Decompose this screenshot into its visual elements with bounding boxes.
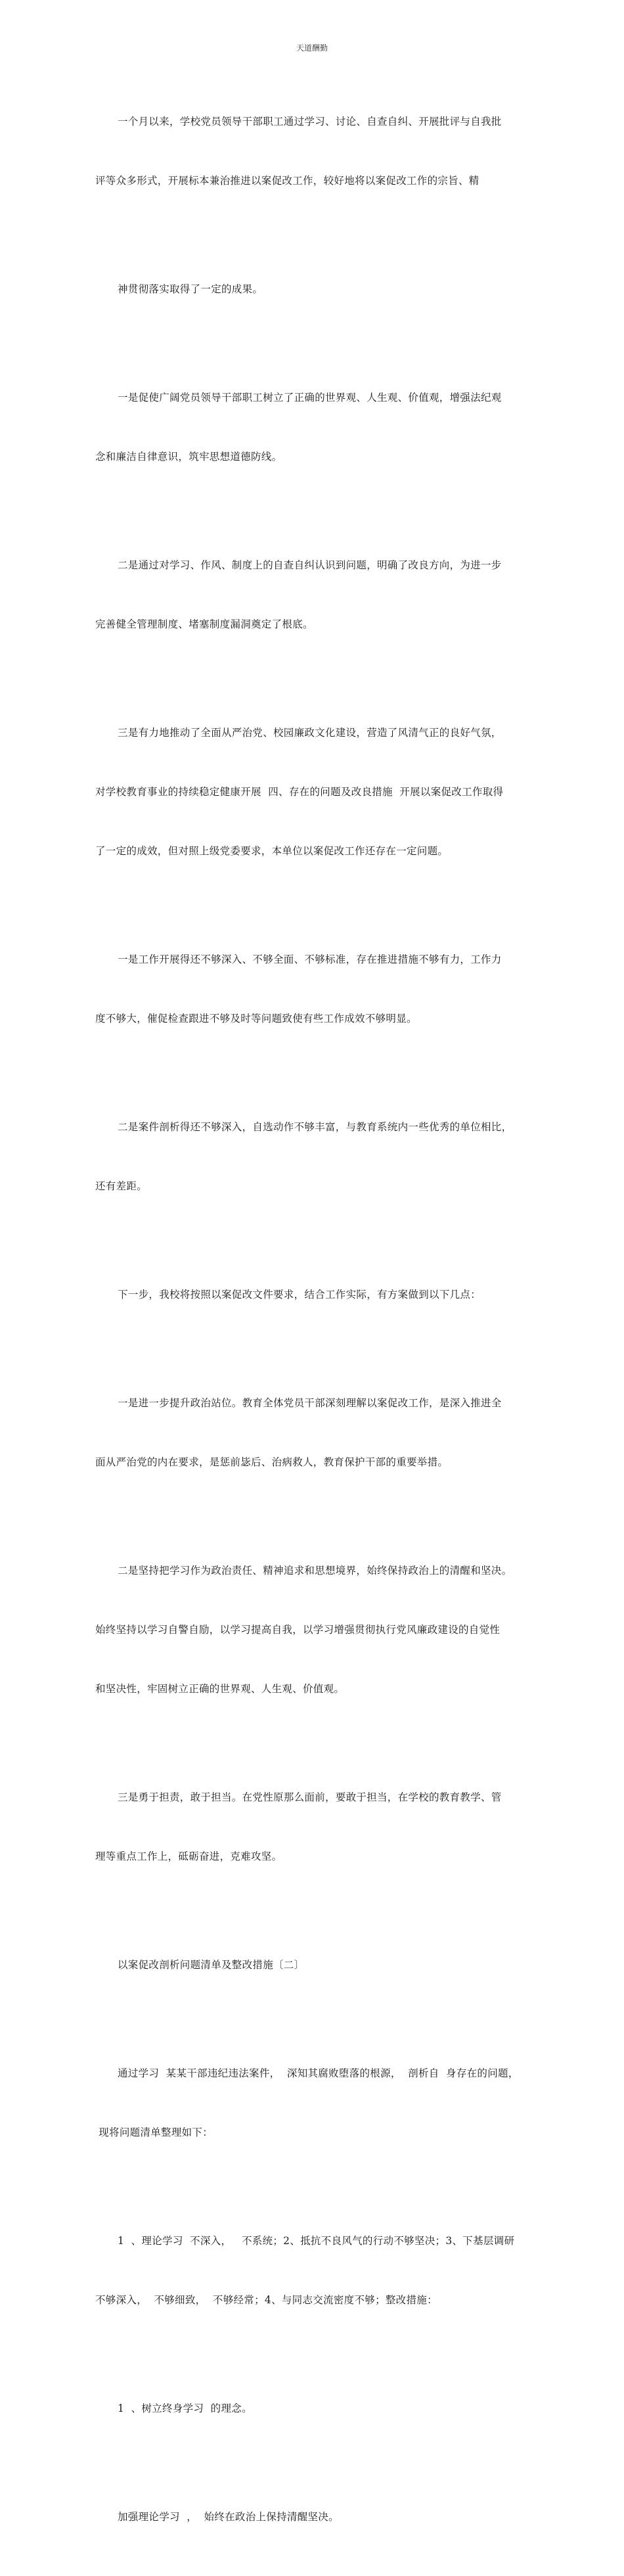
paragraph-line: 一个月以来，学校党员领导干部职工通过学习、讨论、自查自纠、开展批评与自我批 bbox=[118, 116, 502, 127]
paragraph-line: 下一步，我校将按照以案促改文件要求，结合工作实际，有方案做到以下几点： bbox=[118, 1289, 481, 1300]
paragraph-line: 现将问题清单整理如下： bbox=[95, 2127, 213, 2138]
paragraph-line: 还有差距。 bbox=[95, 1180, 148, 1192]
paragraph-line: 度不够大，催促检查跟进不够及时等问题致使有些工作成效不够明显。 bbox=[95, 1013, 417, 1024]
paragraph-line: 不够深入， 不够细致， 不够经常；4、与同志交流密度不够；整改措施： bbox=[95, 2294, 437, 2306]
paragraph-line: 始终坚持以学习自警自励，以学习提高自我，以学习增强贯彻执行党风廉政建设的自觉性 bbox=[95, 1624, 501, 1636]
paragraph-line: 神贯彻落实取得了一定的成果。 bbox=[118, 283, 263, 295]
paragraph-line: 一是促使广阔党员领导干部职工树立了正确的世界观、人生观、价值观，增强法纪观 bbox=[118, 392, 502, 403]
paragraph bbox=[95, 516, 532, 674]
paragraph-line: 二是坚持把学习作为政治责任、精神追求和思想境界，始终保持政治上的清醒和坚决。 bbox=[118, 1565, 512, 1576]
paragraph-line: 对学校教育事业的持续稳定健康开展 四、存在的问题及改良措施 开展以案促改工作取得 bbox=[95, 786, 504, 798]
paragraph-line: 和坚决性，牢固树立正确的世界观、人生观、价值观。 bbox=[95, 1683, 345, 1695]
document-body bbox=[95, 72, 532, 2576]
paragraph-line: 一是工作开展得还不够深入、不够全面、不够标准，存在推进措施不够有力，工作力 bbox=[118, 954, 502, 965]
paragraph bbox=[95, 240, 532, 338]
paragraph bbox=[95, 348, 532, 506]
section-heading bbox=[95, 1916, 532, 2014]
paragraph-line: 1 、理论学习 不深入， 不系统；2、抵抗不良风气的行动不够坚决；3、下基层调研 bbox=[118, 2235, 515, 2247]
paragraph-line: 1 、树立终身学习 的理念。 bbox=[118, 2403, 252, 2414]
page-header: 天道酬勤 bbox=[296, 43, 328, 53]
paragraph-line: 二是案件剖析得还不够深入，自选动作不够丰富，与教育系统内一些优秀的单位相比， bbox=[118, 1121, 512, 1133]
paragraph-line: 三是勇于担责，敢于担当。在党性原那么面前，要敢于担当，在学校的教育教学、管 bbox=[118, 1791, 502, 1803]
paragraph bbox=[95, 2024, 532, 2182]
paragraph-line: 一是进一步提升政治站位。教育全体党员干部深刻理解以案促改工作，是深入推进全 bbox=[118, 1397, 502, 1409]
paragraph-line: 评等众多形式，开展标本兼治推进以案促改工作，较好地将以案促改工作的宗旨、精 bbox=[95, 175, 479, 187]
paragraph bbox=[95, 1748, 532, 1906]
paragraph-line: 三是有力地推动了全面从严治党、校园廉政文化建设，营造了风清气正的良好气氛， bbox=[118, 727, 502, 739]
paragraph bbox=[95, 72, 532, 230]
paragraph bbox=[95, 2359, 532, 2458]
paragraph bbox=[95, 910, 532, 1068]
paragraph-line: 加强理论学习 ， 始终在政治上保持清醒坚决。 bbox=[118, 2511, 339, 2523]
paragraph bbox=[95, 2468, 532, 2566]
paragraph-line: 了一定的成效，但对照上级党委要求，本单位以案促改工作还存在一定问题。 bbox=[95, 845, 449, 857]
paragraph bbox=[95, 1078, 532, 1235]
paragraph bbox=[95, 2192, 532, 2349]
paragraph bbox=[95, 683, 532, 900]
paragraph-line: 二是通过对学习、作风、制度上的自查自纠认识到问题，明确了改良方向，为进一步 bbox=[118, 559, 502, 571]
paragraph bbox=[95, 1245, 532, 1344]
paragraph-line: 理等重点工作上，砥砺奋进，克难攻坚。 bbox=[95, 1851, 282, 1862]
paragraph bbox=[95, 1354, 532, 1511]
paragraph-line: 以案促改剖析问题清单及整改措施〔二〕 bbox=[118, 1959, 305, 1971]
paragraph-line: 通过学习 某某干部违纪违法案件， 深知其腐败堕落的根源， 剖析自 身存在的问题， bbox=[118, 2067, 519, 2079]
paragraph-line: 念和廉洁自律意识，筑牢思想道德防线。 bbox=[95, 451, 282, 463]
paragraph bbox=[95, 1521, 532, 1738]
paragraph-line: 完善健全管理制度、堵塞制度漏洞奠定了根底。 bbox=[95, 618, 313, 630]
paragraph-line: 面从严治党的内在要求，是惩前毖后、治病救人，教育保护干部的重要举措。 bbox=[95, 1456, 449, 1468]
